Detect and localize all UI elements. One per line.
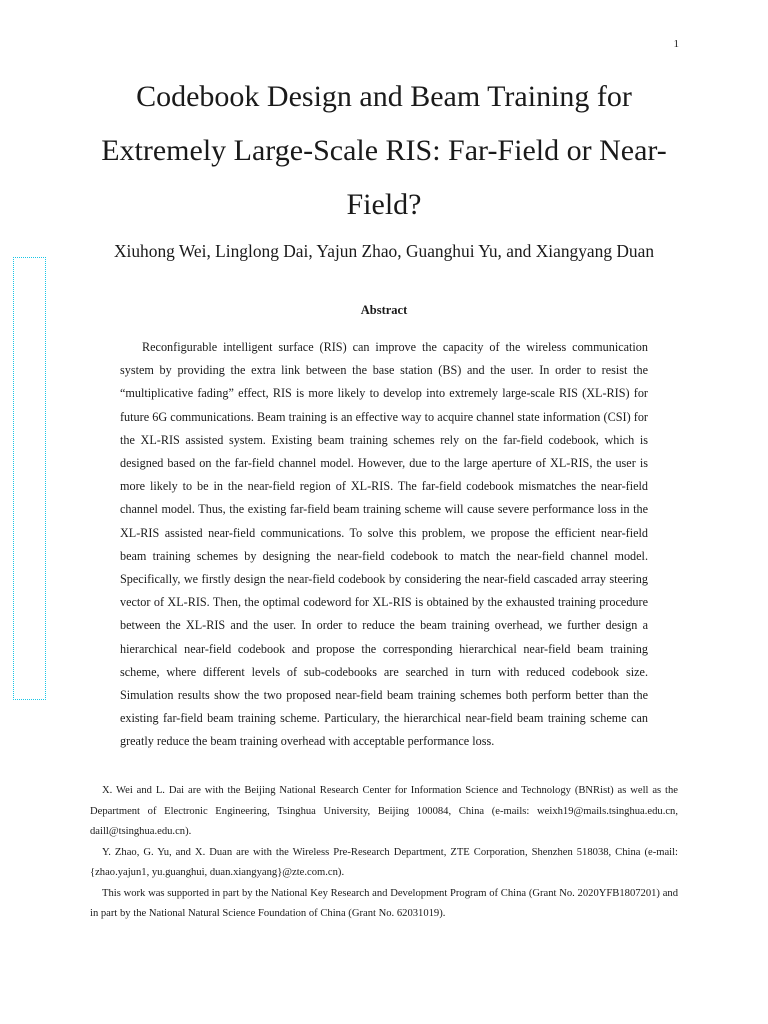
footnote-funding: This work was supported in part by the National Key Research and Development Program of China (Grant No. 2020YFB1807201) and in part by the National Natural Science Foundation of China (Grant No. 62031019). [90,887,678,919]
arxiv-identifier-stamp [13,257,46,700]
footnote-affiliation-zte: Y. Zhao, G. Yu, and X. Duan are with the Wireless Pre-Research Department, ZTE Corporation, Shenzhen 518038, China (e-mail: {zhao.yajun1, yu.guanghui, duan.xiangyang}@zte.com.cn). [90,846,678,878]
paper-title: Codebook Design and Beam Training for Extremely Large-Scale RIS: Far-Field or Near-Field? [101,80,667,221]
author-list: Xiuhong Wei, Linglong Dai, Yajun Zhao, Guanghui Yu, and Xiangyang Duan [113,241,655,261]
abstract-body: Reconfigurable intelligent surface (RIS) can improve the capacity of the wireless communication system by providing the extra link between the base station (BS) and the user. In order to resist the “multiplicative fading” effect, RIS is more likely to develop into extremely large-scale RIS (XL-RIS) for future 6G communications. Beam training is an effective way to acquire channel state information (CSI) for the XL-RIS assisted system. Existing beam training schemes rely on the far-field codebook, which is designed based on the far-field channel model. However, due to the large aperture of XL-RIS, the user is more likely to be in the near-field region of XL-RIS. The far-field codebook mismatches the near-field channel model. Thus, the existing far-field beam training scheme will cause severe performance loss in the XL-RIS assisted near-field communications. To solve this problem, we propose the efficient near-field beam training schemes by designing the near-field codebook to match the near-field channel model. Specifically, we firstly design the near-field codebook by considering the near-field cascaded array steering vector of XL-RIS. Then, the optimal codeword for XL-RIS is obtained by the exhausted training procedure between the XL-RIS and the user. In order to reduce the beam training overhead, we further design a hierarchical near-field codebook and propose the corresponding hierarchical near-field beam training scheme, where different levels of sub-codebooks are searched in turn with reduced codebook size. Simulation results show the two proposed near-field beam training schemes both perform better than the existing far-field beam training scheme. Particulary, the hierarchical near-field beam training scheme can greatly reduce the beam training overhead with acceptable performance loss. [120,340,648,749]
page-number: 1 [673,38,679,50]
footnotes [90,781,678,925]
footnote-affiliation-tsinghua: X. Wei and L. Dai are with the Beijing National Research Center for Information Science and Technology (BNRist) as well as the Department of Electronic Engineering, Tsinghua University, Beijing 100084, China (e-mails: weixh19@mails.tsinghua.edu.cn, daill@tsinghua.edu.cn). [90,785,678,837]
abstract-heading: Abstract [360,303,408,317]
